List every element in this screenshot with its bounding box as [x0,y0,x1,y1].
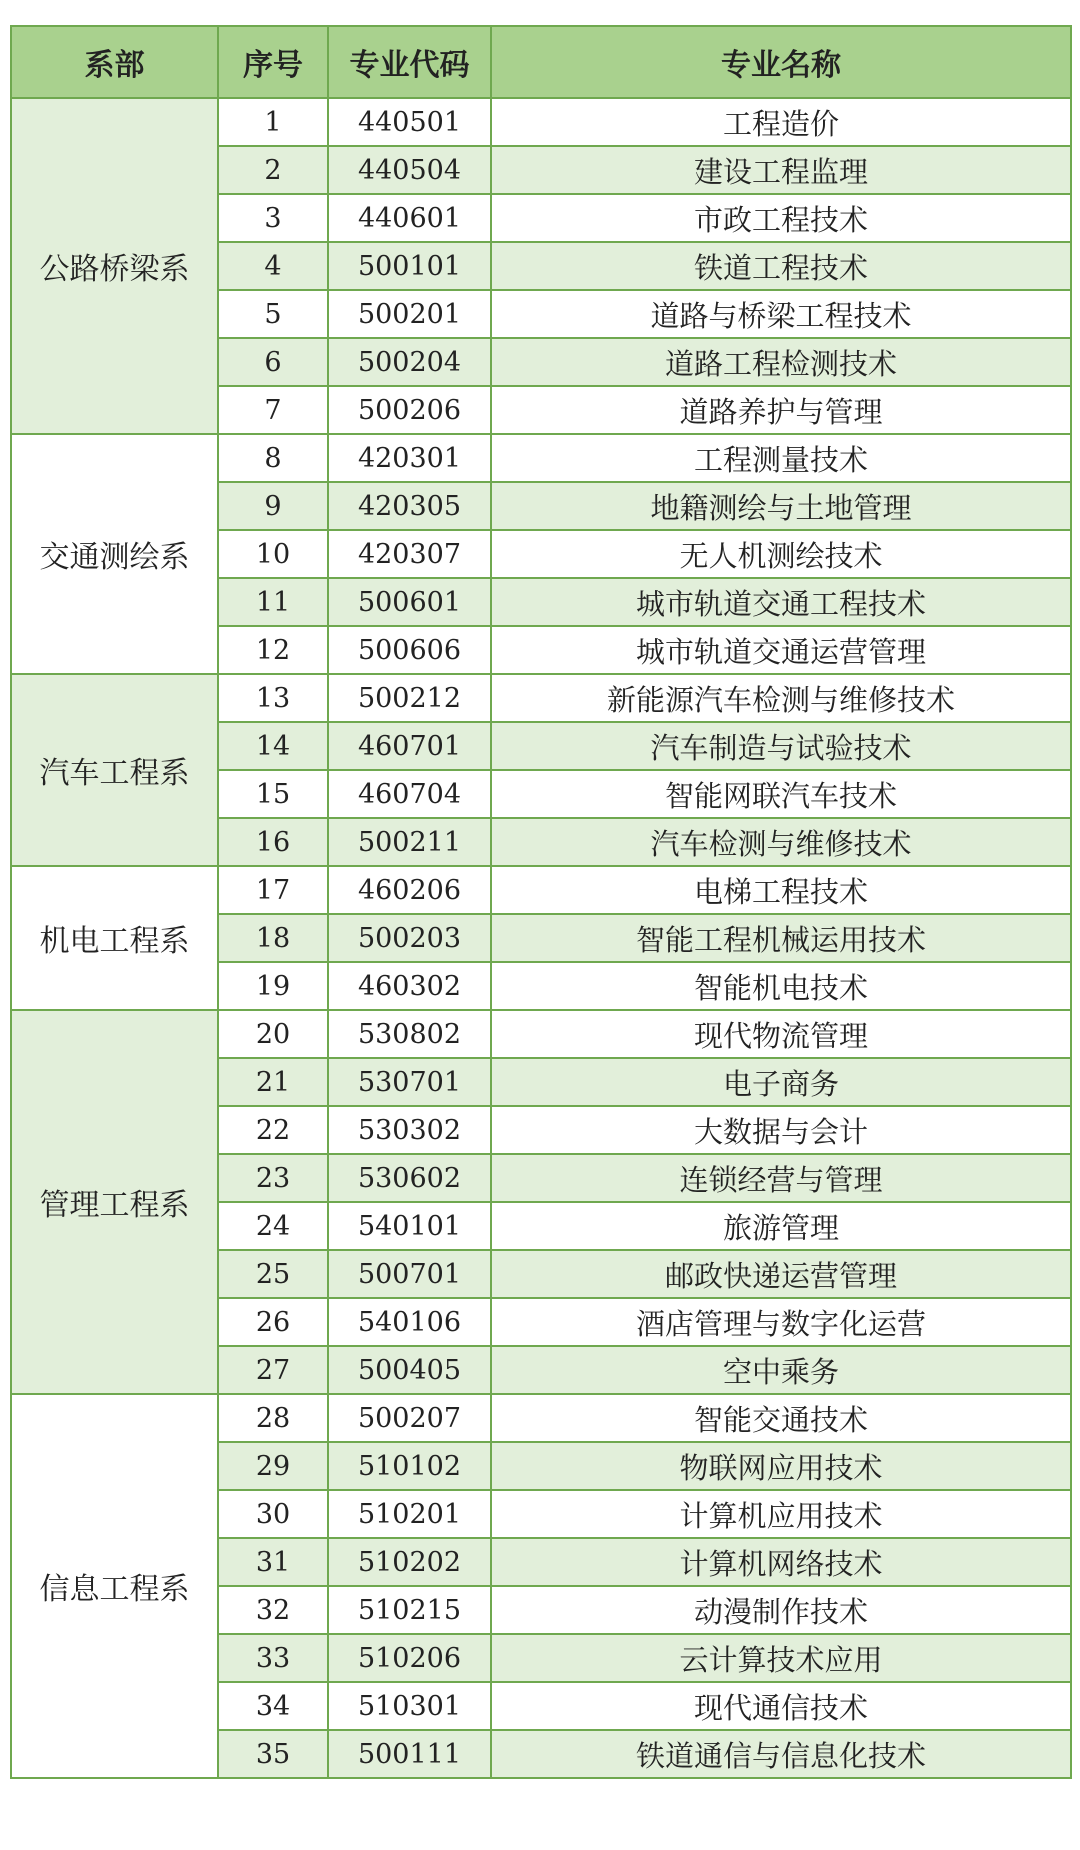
major-name-cell: 智能网联汽车技术 [491,770,1071,818]
code-cell: 510102 [328,1442,491,1490]
index-cell: 32 [218,1586,328,1634]
code-cell: 540101 [328,1202,491,1250]
major-name-cell: 智能交通技术 [491,1394,1071,1442]
index-cell: 24 [218,1202,328,1250]
code-cell: 500606 [328,626,491,674]
index-cell: 10 [218,530,328,578]
table-body [11,98,1071,1778]
code-cell: 500201 [328,290,491,338]
code-cell: 500211 [328,818,491,866]
header-index: 序号 [218,26,328,98]
index-cell: 33 [218,1634,328,1682]
major-name-cell: 铁道通信与信息化技术 [491,1730,1071,1778]
code-cell: 500111 [328,1730,491,1778]
major-name-cell: 电梯工程技术 [491,866,1071,914]
code-cell: 530602 [328,1154,491,1202]
index-cell: 25 [218,1250,328,1298]
department-cell: 公路桥梁系 [11,98,218,434]
index-cell: 3 [218,194,328,242]
code-cell: 500601 [328,578,491,626]
index-cell: 5 [218,290,328,338]
table-row [11,434,1071,482]
table-row [11,98,1071,146]
index-cell: 22 [218,1106,328,1154]
major-name-cell: 现代物流管理 [491,1010,1071,1058]
major-name-cell: 工程造价 [491,98,1071,146]
header-name: 专业名称 [491,26,1071,98]
major-name-cell: 建设工程监理 [491,146,1071,194]
major-name-cell: 智能工程机械运用技术 [491,914,1071,962]
major-name-cell: 道路与桥梁工程技术 [491,290,1071,338]
code-cell: 460701 [328,722,491,770]
index-cell: 35 [218,1730,328,1778]
index-cell: 16 [218,818,328,866]
table-row [11,1010,1071,1058]
index-cell: 19 [218,962,328,1010]
code-cell: 530802 [328,1010,491,1058]
major-name-cell: 工程测量技术 [491,434,1071,482]
code-cell: 460302 [328,962,491,1010]
code-cell: 530302 [328,1106,491,1154]
index-cell: 20 [218,1010,328,1058]
department-cell: 交通测绘系 [11,434,218,674]
major-name-cell: 汽车检测与维修技术 [491,818,1071,866]
code-cell: 510201 [328,1490,491,1538]
index-cell: 12 [218,626,328,674]
major-name-cell: 云计算技术应用 [491,1634,1071,1682]
code-cell: 500203 [328,914,491,962]
code-cell: 500212 [328,674,491,722]
major-name-cell: 无人机测绘技术 [491,530,1071,578]
code-cell: 500206 [328,386,491,434]
major-name-cell: 酒店管理与数字化运营 [491,1298,1071,1346]
code-cell: 420301 [328,434,491,482]
code-cell: 500207 [328,1394,491,1442]
code-cell: 510301 [328,1682,491,1730]
major-name-cell: 现代通信技术 [491,1682,1071,1730]
department-cell: 信息工程系 [11,1394,218,1778]
major-name-cell: 动漫制作技术 [491,1586,1071,1634]
index-cell: 1 [218,98,328,146]
table-row [11,674,1071,722]
index-cell: 28 [218,1394,328,1442]
code-cell: 510215 [328,1586,491,1634]
code-cell: 500101 [328,242,491,290]
index-cell: 6 [218,338,328,386]
major-name-cell: 邮政快递运营管理 [491,1250,1071,1298]
index-cell: 2 [218,146,328,194]
code-cell: 440501 [328,98,491,146]
code-cell: 420307 [328,530,491,578]
major-name-cell: 城市轨道交通运营管理 [491,626,1071,674]
index-cell: 7 [218,386,328,434]
majors-table [10,25,1072,1779]
code-cell: 500701 [328,1250,491,1298]
major-name-cell: 道路养护与管理 [491,386,1071,434]
code-cell: 460206 [328,866,491,914]
code-cell: 530701 [328,1058,491,1106]
index-cell: 4 [218,242,328,290]
major-name-cell: 物联网应用技术 [491,1442,1071,1490]
department-cell: 汽车工程系 [11,674,218,866]
major-name-cell: 计算机应用技术 [491,1490,1071,1538]
department-cell: 机电工程系 [11,866,218,1010]
major-name-cell: 旅游管理 [491,1202,1071,1250]
major-name-cell: 大数据与会计 [491,1106,1071,1154]
code-cell: 440504 [328,146,491,194]
index-cell: 14 [218,722,328,770]
major-name-cell: 地籍测绘与土地管理 [491,482,1071,530]
major-name-cell: 计算机网络技术 [491,1538,1071,1586]
index-cell: 34 [218,1682,328,1730]
major-name-cell: 空中乘务 [491,1346,1071,1394]
major-name-cell: 道路工程检测技术 [491,338,1071,386]
index-cell: 17 [218,866,328,914]
department-cell: 管理工程系 [11,1010,218,1394]
index-cell: 18 [218,914,328,962]
major-name-cell: 连锁经营与管理 [491,1154,1071,1202]
table-row [11,1394,1071,1442]
header-department: 系部 [11,26,218,98]
table-row [11,866,1071,914]
header-code: 专业代码 [328,26,491,98]
code-cell: 460704 [328,770,491,818]
index-cell: 15 [218,770,328,818]
major-name-cell: 智能机电技术 [491,962,1071,1010]
index-cell: 23 [218,1154,328,1202]
index-cell: 13 [218,674,328,722]
code-cell: 500405 [328,1346,491,1394]
index-cell: 26 [218,1298,328,1346]
index-cell: 21 [218,1058,328,1106]
index-cell: 31 [218,1538,328,1586]
major-name-cell: 城市轨道交通工程技术 [491,578,1071,626]
major-name-cell: 市政工程技术 [491,194,1071,242]
index-cell: 29 [218,1442,328,1490]
major-name-cell: 铁道工程技术 [491,242,1071,290]
code-cell: 510206 [328,1634,491,1682]
header-row [11,26,1071,98]
major-name-cell: 电子商务 [491,1058,1071,1106]
code-cell: 440601 [328,194,491,242]
index-cell: 11 [218,578,328,626]
index-cell: 27 [218,1346,328,1394]
major-name-cell: 新能源汽车检测与维修技术 [491,674,1071,722]
index-cell: 9 [218,482,328,530]
index-cell: 30 [218,1490,328,1538]
code-cell: 510202 [328,1538,491,1586]
index-cell: 8 [218,434,328,482]
code-cell: 540106 [328,1298,491,1346]
major-name-cell: 汽车制造与试验技术 [491,722,1071,770]
code-cell: 420305 [328,482,491,530]
code-cell: 500204 [328,338,491,386]
